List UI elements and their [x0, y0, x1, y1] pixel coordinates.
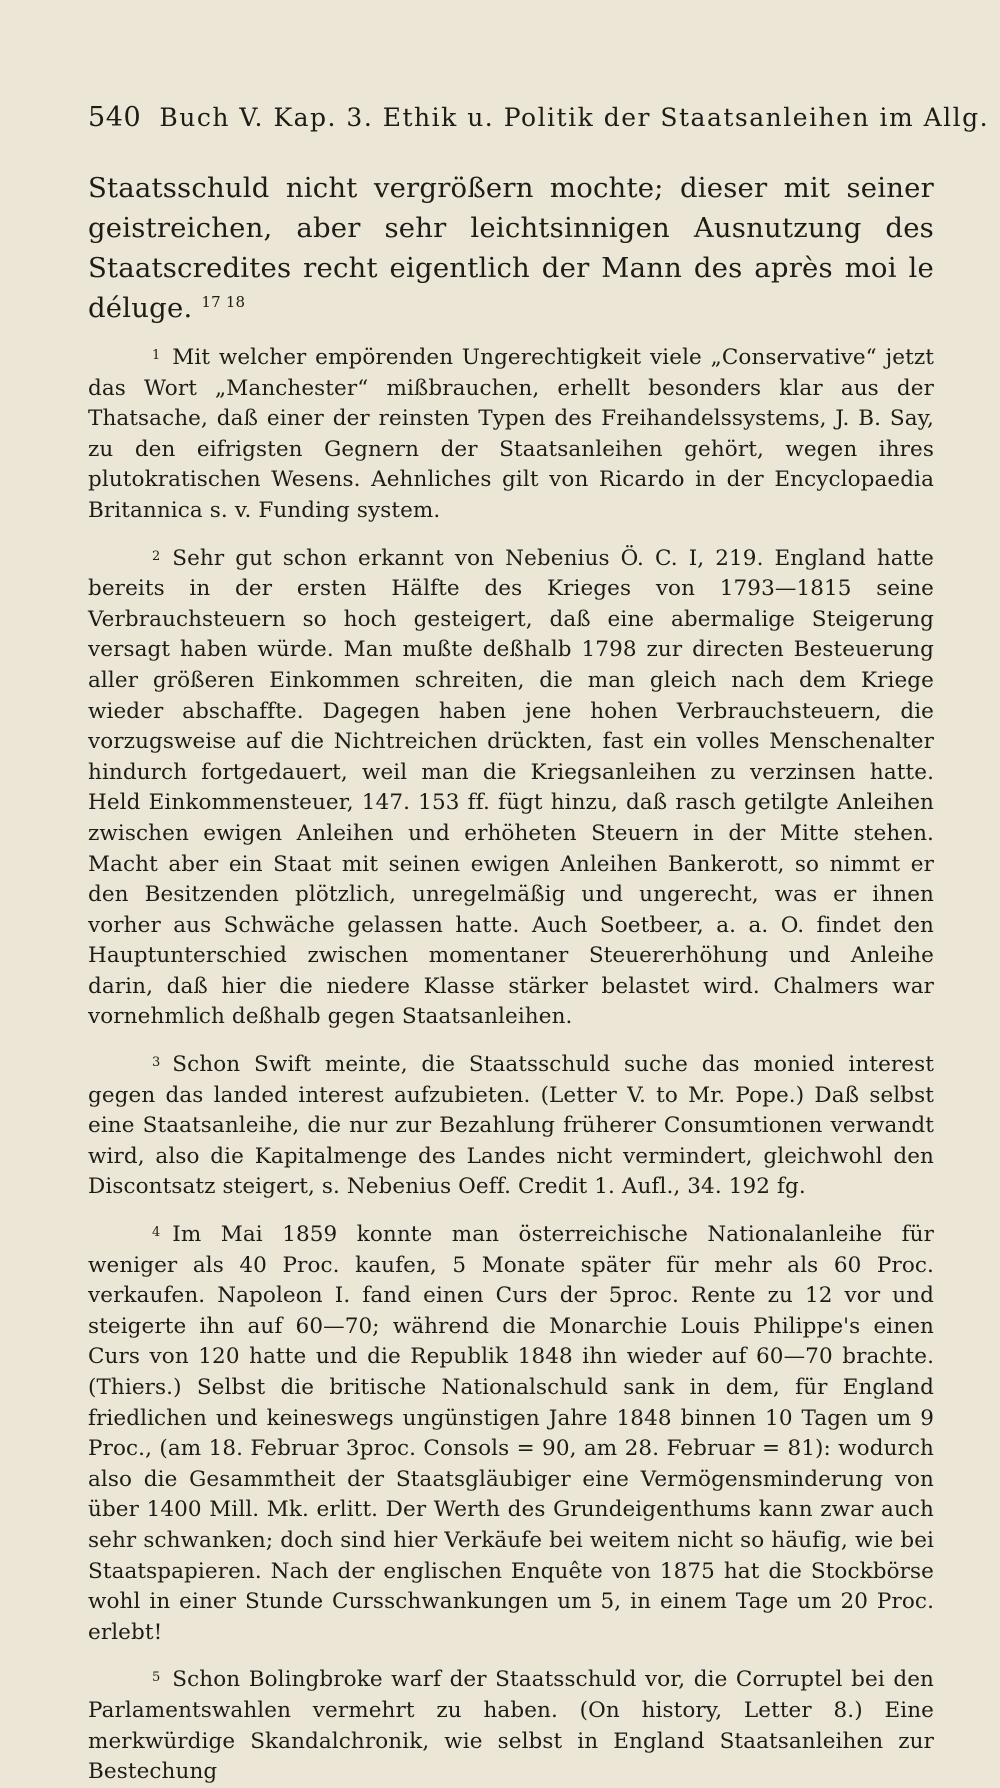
page-number: 540: [88, 102, 142, 133]
footnotes: [88, 341, 934, 1788]
footnote-text: Schon Swift meinte, die Staatsschuld suche das monied interest gegen das landed interest aufzubieten. (Letter V. to Mr. Pope.) Daß selbst eine Staatsanleihe, die nur zur Bezahlung früherer Consumtionen verwandt wird, also die Kapitalmenge des Landes nicht vermindert, gleichwohl den Discontsatz steigert, s. Nebenius Oeff. Credit 1. Aufl., 34. 192 fg.: [88, 1052, 934, 1200]
footnote-text: Mit welcher empörenden Ungerechtigkeit viele „Conservative“ jetzt das Wort „Manchester“ mißbrauchen, erhellt besonders klar aus der Thatsache, daß einer der reinsten Typen des Freihandelssystems, J. B. Say, zu den eifrigsten Gegnern der Staatsanleihen gehört, wegen ihres plutokratischen Wesens. Aehnliches gilt von Ricardo in der Encyclopaedia Britannica s. v. Funding system.: [88, 345, 934, 523]
main-text-body: Staatsschuld nicht vergrößern mochte; dieser mit seiner geistreichen, aber sehr leichtsinnigen Ausnutzung des Staatscredites recht eigentlich der Mann des après moi le déluge.: [88, 172, 934, 324]
footnote-marker: 1: [152, 348, 161, 363]
footnote-text: Schon Bolingbroke warf der Staatsschuld vor, die Corruptel bei den Parlamentswahlen vermehrt zu haben. (On history, Letter 8.) Eine merkwürdige Skandalchronik, wie selbst in England Staatsanleihen zur Bestechung: [88, 1667, 934, 1785]
footnote-text: Im Mai 1859 konnte man österreichische Nationalanleihe für weniger als 40 Proc. kaufen, 5 Monate später für mehr als 60 Proc. verkaufen. Napoleon I. fand einen Curs der 5proc. Rente zu 12 vor und steigerte ihn auf 60—70; während die Monarchie Louis Philippe's einen Curs von 120 hatte und die Republik 1848 ihn wieder auf 60—70 brachte. (Thiers.) Selbst die britische Nationalschuld sank in dem, für England friedlichen und keineswegs ungünstigen Jahre 1848 binnen 10 Tagen um 9 Proc., (am 18. Februar 3proc. Consols = 90, am 28. Februar = 81): wodurch also die Gesammtheit der Staatsgläubiger eine Vermögensminderung von über 1400 Mill. Mk. erlitt. Der Werth des Grundeigenthums kann zwar auch sehr schwanken; doch sind hier Verkäufe bei weitem nicht so häufig, wie bei Staatspapieren. Nach der englischen Enquête von 1875 hat die Stockbörse wohl in einer Stunde Cursschwankungen um 5, in einem Tage um 20 Proc. erlebt!: [88, 1222, 934, 1645]
footnote-3: [88, 1048, 934, 1203]
running-head: [88, 102, 990, 142]
footnote-marker: 4: [152, 1225, 161, 1241]
footnote-references: 17 18: [201, 292, 246, 311]
book-page: [88, 102, 990, 1788]
footnote-4: [88, 1218, 934, 1648]
footnote-marker: 2: [152, 548, 161, 564]
footnote-marker: 5: [152, 1670, 161, 1686]
footnote-2: [88, 542, 934, 1034]
footnote-text: Sehr gut schon erkannt von Nebenius Ö. C. I, 219. England hatte bereits in der ersten Hälfte des Krieges von 1793—1815 seine Verbrauchsteuern so hoch gesteigert, daß eine abermalige Steigerung versagt haben würde. Man mußte deßhalb 1798 zur directen Besteuerung aller größeren Einkommen schreiten, die man gleich nach dem Kriege wieder abschaffte. Dagegen haben jene hohen Verbrauchsteuern, die vorzugsweise auf die Nichtreichen drückten, fast ein volles Menschenalter hindurch fortgedauert, weil man die Kriegsanleihen zu verzinsen hatte. Held Einkommensteuer, 147. 153 ff. fügt hinzu, daß rasch getilgte Anleihen zwischen ewigen Anleihen und erhöheten Steuern in der Mitte stehen. Macht aber ein Staat mit seinen ewigen Anleihen Bankerott, so nimmt er den Besitzenden plötzlich, unregelmäßig und ungerecht, was er ihnen vorher aus Schwäche gelassen hatte. Auch Soetbeer, a. a. O. findet den Hauptunterschied zwischen momentaner Steuererhöhung und Anleihe darin, daß hier die niedere Klasse stärker belastet wird. Chalmers war vornehmlich deßhalb gegen Staatsanleihen.: [88, 545, 934, 1030]
footnote-5: [88, 1663, 934, 1787]
footnote-1: [88, 341, 934, 527]
main-text: [88, 168, 934, 328]
running-head-title: Buch V. Kap. 3. Ethik u. Politik der Staatsanleihen im Allg.: [159, 103, 990, 132]
footnote-marker: 3: [152, 1055, 161, 1071]
